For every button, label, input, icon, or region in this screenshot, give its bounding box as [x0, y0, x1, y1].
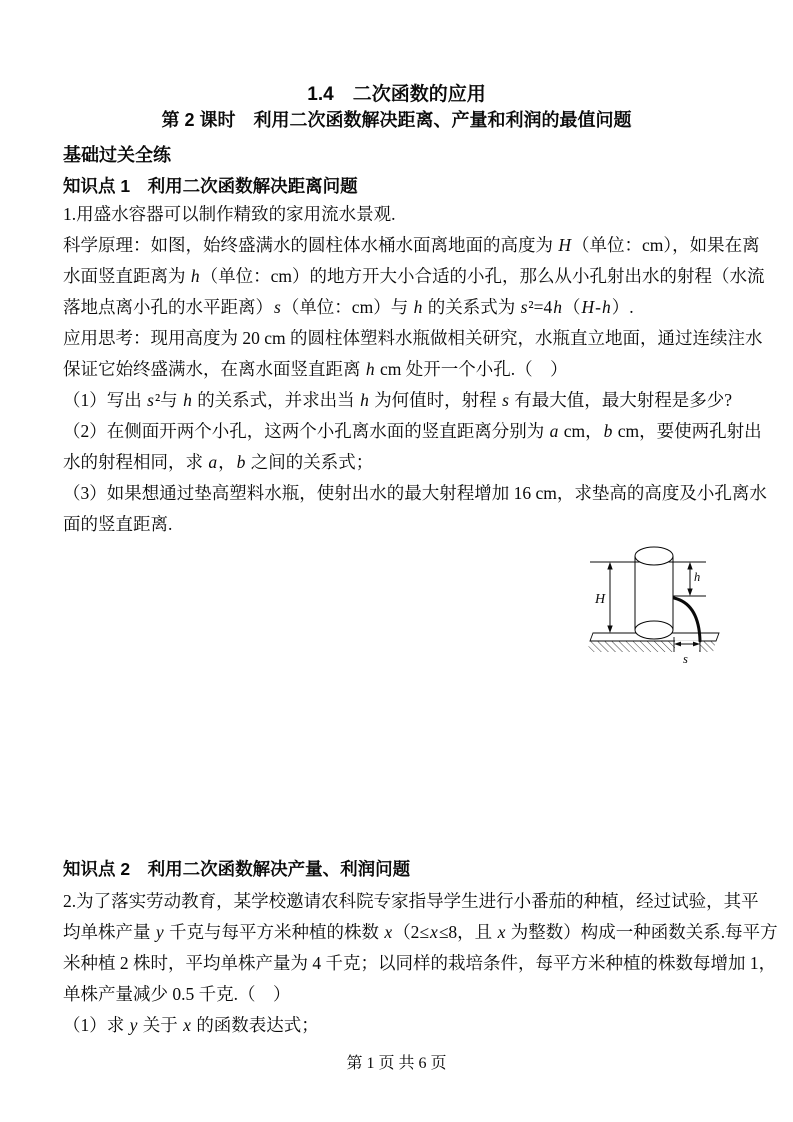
text-line — [63, 478, 767, 509]
math-var: h — [183, 390, 192, 410]
text-segment: ， — [218, 452, 236, 472]
text-segment: （2）在侧面开两个小孔，这两个小孔离水面的竖直距离分别为 — [63, 421, 549, 441]
text-line — [63, 447, 733, 478]
text-segment: ）. — [611, 297, 634, 317]
text-line — [63, 917, 778, 948]
text-segment: 水的射程相同，求 — [63, 452, 208, 472]
text-segment: 的关系式为 — [423, 297, 520, 317]
cylinder-water-figure — [588, 540, 728, 668]
text-segment: 的函数表达式； — [191, 1015, 319, 1035]
text-line — [63, 509, 733, 540]
text-line — [63, 416, 762, 447]
math-var: x — [384, 922, 393, 942]
math-var: x — [430, 922, 438, 942]
math-var: s — [520, 297, 528, 317]
knowledge-point-1-heading: 知识点 1 利用二次函数解决距离问题 — [63, 176, 358, 196]
math-var: a — [549, 421, 559, 441]
text-segment: 有最大值，最大射程是多少? — [509, 390, 733, 410]
math-var: a — [208, 452, 218, 472]
text-segment: 2.为了落实劳动教育，某学校邀请农科院专家指导学生进行小番茄的种植，经过试验，其平 — [63, 891, 759, 911]
math-var: y — [129, 1015, 138, 1035]
text-segment: （1）求 — [63, 1015, 129, 1035]
math-var: y — [155, 922, 164, 942]
math-var: h — [553, 297, 563, 317]
math-var: h — [365, 359, 375, 379]
text-segment: 均单株产量 — [63, 922, 155, 942]
math-var: s — [147, 390, 154, 410]
math-var: x — [497, 922, 506, 942]
problem-1-text — [63, 199, 767, 540]
label-h: h — [694, 570, 701, 584]
text-line — [63, 385, 733, 416]
text-segment: - — [595, 297, 601, 317]
text-segment: 关于 — [138, 1015, 183, 1035]
text-line — [63, 948, 777, 979]
math-var: H — [558, 235, 572, 255]
text-segment: ²=4 — [528, 297, 553, 317]
text-segment: cm 处开一个小孔.（ ） — [375, 359, 568, 379]
math-var: s — [502, 390, 509, 410]
knowledge-point-2-heading: 知识点 2 利用二次函数解决产量、利润问题 — [63, 859, 411, 879]
text-segment: 千克与每平方米种植的株数 — [164, 922, 384, 942]
text-segment: （单位：cm）的地方开大小合适的小孔，那么从小孔射出水的射程（水流 — [200, 266, 765, 286]
text-line — [63, 354, 733, 385]
math-var: H — [581, 297, 595, 317]
cylinder-bottom — [635, 621, 673, 639]
text-segment: 应用思考：现用高度为 20 cm 的圆柱体塑料水瓶做相关研究，水瓶直立地面，通过连续注水 — [63, 328, 763, 348]
doc-title: 1.4 二次函数的应用 — [307, 84, 486, 105]
text-line — [63, 1010, 733, 1041]
label-H: H — [595, 592, 606, 607]
text-segment: 米种植 2 株时，平均单株产量为 4 千克；以同样的栽培条件，每平方米种植的株数每增加 1， — [63, 953, 777, 973]
text-line — [63, 261, 765, 292]
math-var: h — [360, 390, 369, 410]
text-line — [63, 230, 760, 261]
text-segment: （3）如果想通过垫高塑料水瓶，使射出水的最大射程增加 16 cm，求垫高的高度及小孔离水 — [63, 483, 767, 503]
page-number-footer: 第 1 页 共 6 页 — [346, 1055, 447, 1072]
text-segment: （单位：cm），如果在离 — [572, 235, 760, 255]
math-var: x — [183, 1015, 191, 1035]
text-segment: 科学原理：如图，始终盛满水的圆柱体水桶水面离地面的高度为 — [63, 235, 558, 255]
text-segment: 为何值时，射程 — [369, 390, 502, 410]
text-segment: （ — [563, 297, 581, 317]
math-var: h — [413, 297, 423, 317]
hatch-gap — [675, 641, 699, 653]
text-segment: ≤8，且 — [438, 922, 497, 942]
text-segment: （2≤ — [393, 922, 430, 942]
text-line — [63, 886, 759, 917]
text-segment: ²与 — [154, 390, 183, 410]
cylinder-top — [635, 547, 673, 565]
text-segment: 落地点离小孔的水平距离） — [63, 297, 273, 317]
doc-subtitle: 第 2 课时 利用二次函数解决距离、产量和利润的最值问题 — [161, 110, 632, 130]
text-segment: 单株产量减少 0.5 千克.（ ） — [63, 984, 291, 1004]
math-var: h — [190, 266, 200, 286]
text-line — [63, 323, 763, 354]
text-line — [63, 199, 733, 230]
text-segment: （1）写出 — [63, 390, 147, 410]
math-var: b — [236, 452, 246, 472]
math-var: s — [274, 297, 281, 317]
text-line — [63, 292, 733, 323]
text-segment: 之间的关系式； — [246, 452, 374, 472]
math-var: h — [601, 297, 611, 317]
text-segment: 的关系式，并求出当 — [192, 390, 360, 410]
text-segment: 保证它始终盛满水，在离水面竖直距离 — [63, 359, 365, 379]
text-segment: cm， — [559, 421, 603, 441]
text-segment: 1.用盛水容器可以制作精致的家用流水景观. — [63, 204, 396, 224]
label-s: s — [683, 652, 688, 666]
text-segment: 为整数）构成一种函数关系.每平方 — [506, 922, 778, 942]
text-segment: 面的竖直距离. — [63, 514, 173, 534]
math-var: b — [603, 421, 613, 441]
problem-2-text — [63, 886, 778, 1041]
text-segment: （单位：cm）与 — [281, 297, 413, 317]
text-segment: 水面竖直距离为 — [63, 266, 190, 286]
text-segment: cm，要使两孔射出 — [613, 421, 762, 441]
text-line — [63, 979, 733, 1010]
section-heading-basic-practice: 基础过关全练 — [63, 145, 171, 165]
